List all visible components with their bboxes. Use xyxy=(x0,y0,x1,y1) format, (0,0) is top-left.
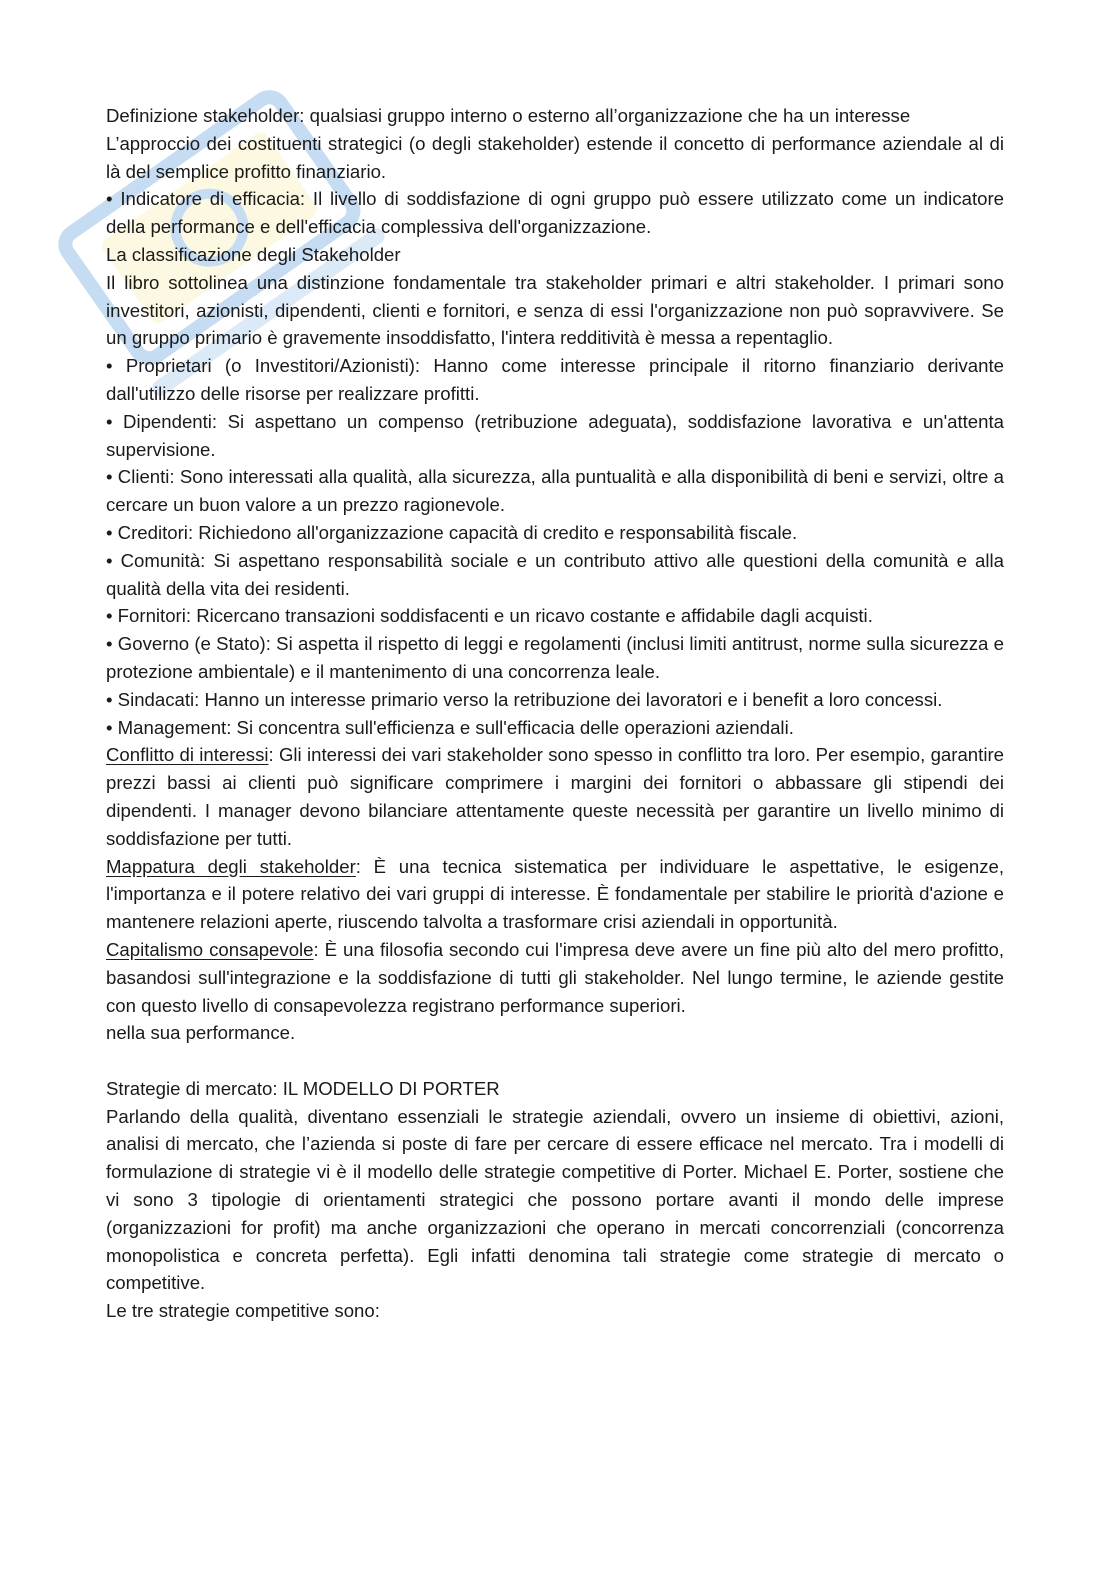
term-conscious: Capitalismo consapevole xyxy=(106,938,314,960)
strategies-intro: Le tre strategie competitive sono: xyxy=(106,1300,380,1322)
bullet-customers: • Clienti: Sono interessati alla qualità, alla sicurezza, alla puntualità e alla disponibilità di beni e servizi, oltre a cercare un buon valore a un prezzo ragionevole. xyxy=(106,466,1004,516)
mapping-text: : È una tecnica sistematica per individuare le aspettative, le esigenze, l'importanza e il potere relativo dei vari gruppi di interesse. È fondamentale per stabilire le priorità d'azione e mantenere relazioni aperte, riuscendo talvolta a trasformare crisi aziendali in opportunità. xyxy=(106,855,1004,933)
approach-paragraph: L’approccio dei costituenti strategici (o degli stakeholder) estende il concetto di performance aziendale al di là del semplice profitto finanziario. xyxy=(106,132,1004,182)
bullet-efficacy: • Indicatore di efficacia: Il livello di soddisfazione di ogni gruppo può essere utilizzato come un indicatore della performance e dell'efficacia complessiva dell'organizzazione. xyxy=(106,188,1004,238)
section-heading-porter: Strategie di mercato: IL MODELLO DI PORTER xyxy=(106,1077,500,1099)
section-heading-classification: La classificazione degli Stakeholder xyxy=(106,243,401,265)
term-conflict: Conflitto di interessi xyxy=(106,744,269,766)
bullet-management: • Management: Si concentra sull'efficienza e sull'efficacia delle operazioni aziendali. xyxy=(106,716,794,738)
porter-paragraph: Parlando della qualità, diventano essenziali le strategie aziendali, ovvero un insieme di obiettivi, azioni, analisi di mercato, che l’azienda si poste di fare per cercare di essere efficace nel mercato. Tra i modelli di formulazione di strategie vi è il modello delle strategie competitive di Porter. Michael E. Porter, sostiene che vi sono 3 tipologie di orientamenti strategici che possono portare avanti il mondo delle imprese (organizzazioni for profit) ma anche organizzazioni che operano in mercati concorrenziali (concorrenza monopolistica e concreta perfetta). Egli infatti denomina tali strategie come strategie di mercato o competitive. xyxy=(106,1105,1004,1294)
conscious-paragraph xyxy=(106,936,1004,1019)
blank-line xyxy=(106,1047,1004,1075)
bullet-government: • Governo (e Stato): Si aspetta il rispetto di leggi e regolamenti (inclusi limiti antitrust, norme sulla sicurezza e protezione ambientale) e il mantenimento di una concorrenza leale. xyxy=(106,633,1004,682)
bullet-community: • Comunità: Si aspettano responsabilità sociale e un contributo attivo alle questioni della comunità e alla qualità della vita dei residenti. xyxy=(106,549,1004,599)
bullet-suppliers: • Fornitori: Ricercano transazioni soddisfacenti e un ricavo costante e affidabile dagli acquisti. xyxy=(106,605,873,627)
conflict-paragraph xyxy=(106,741,1004,852)
bullet-employees: • Dipendenti: Si aspettano un compenso (retribuzione adeguata), soddisfazione lavorativa e un'attenta supervisione. xyxy=(106,410,1004,460)
term-mapping: Mappatura degli stakeholder xyxy=(106,855,356,877)
mapping-paragraph xyxy=(106,853,1004,936)
bullet-creditors: • Creditori: Richiedono all'organizzazione capacità di credito e responsabilità fiscale. xyxy=(106,521,798,543)
document-body xyxy=(106,102,1004,1325)
conflict-text: : Gli interessi dei vari stakeholder sono spesso in conflitto tra loro. Per esempio, garantire prezzi bassi ai clienti può significare comprimere i margini dei fornitori o abbassare gli stipendi dei dipendenti. I manager devono bilanciare attentamente queste necessità per garantire un livello minimo di soddisfazione per tutti. xyxy=(106,744,1004,849)
performance-line: nella sua performance. xyxy=(106,1022,296,1044)
bullet-unions: • Sindacati: Hanno un interesse primario verso la retribuzione dei lavoratori e i benefit a loro concessi. xyxy=(106,688,943,710)
bullet-owners: • Proprietari (o Investitori/Azionisti): Hanno come interesse principale il ritorno finanziario derivante dall'utilizzo delle risorse per realizzare profitti. xyxy=(106,355,1004,404)
conscious-text: : È una filosofia secondo cui l'impresa deve avere un fine più alto del mero profitto, basandosi sull'integrazione e la soddisfazione di tutti gli stakeholder. Nel lungo termine, le aziende gestite con questo livello di consapevolezza registrano performance superiori. xyxy=(106,938,1004,1016)
classification-paragraph: Il libro sottolinea una distinzione fondamentale tra stakeholder primari e altri stakeholder. I primari sono investitori, azionisti, dipendenti, clienti e fornitori, e senza di essi l'organizzazione non può sopravvivere. Se un gruppo primario è gravemente insoddisfatto, l'intera redditività è messa a repentaglio. xyxy=(106,271,1004,349)
definition-paragraph: Definizione stakeholder: qualsiasi gruppo interno o esterno all’organizzazione che ha un interesse xyxy=(106,105,911,126)
